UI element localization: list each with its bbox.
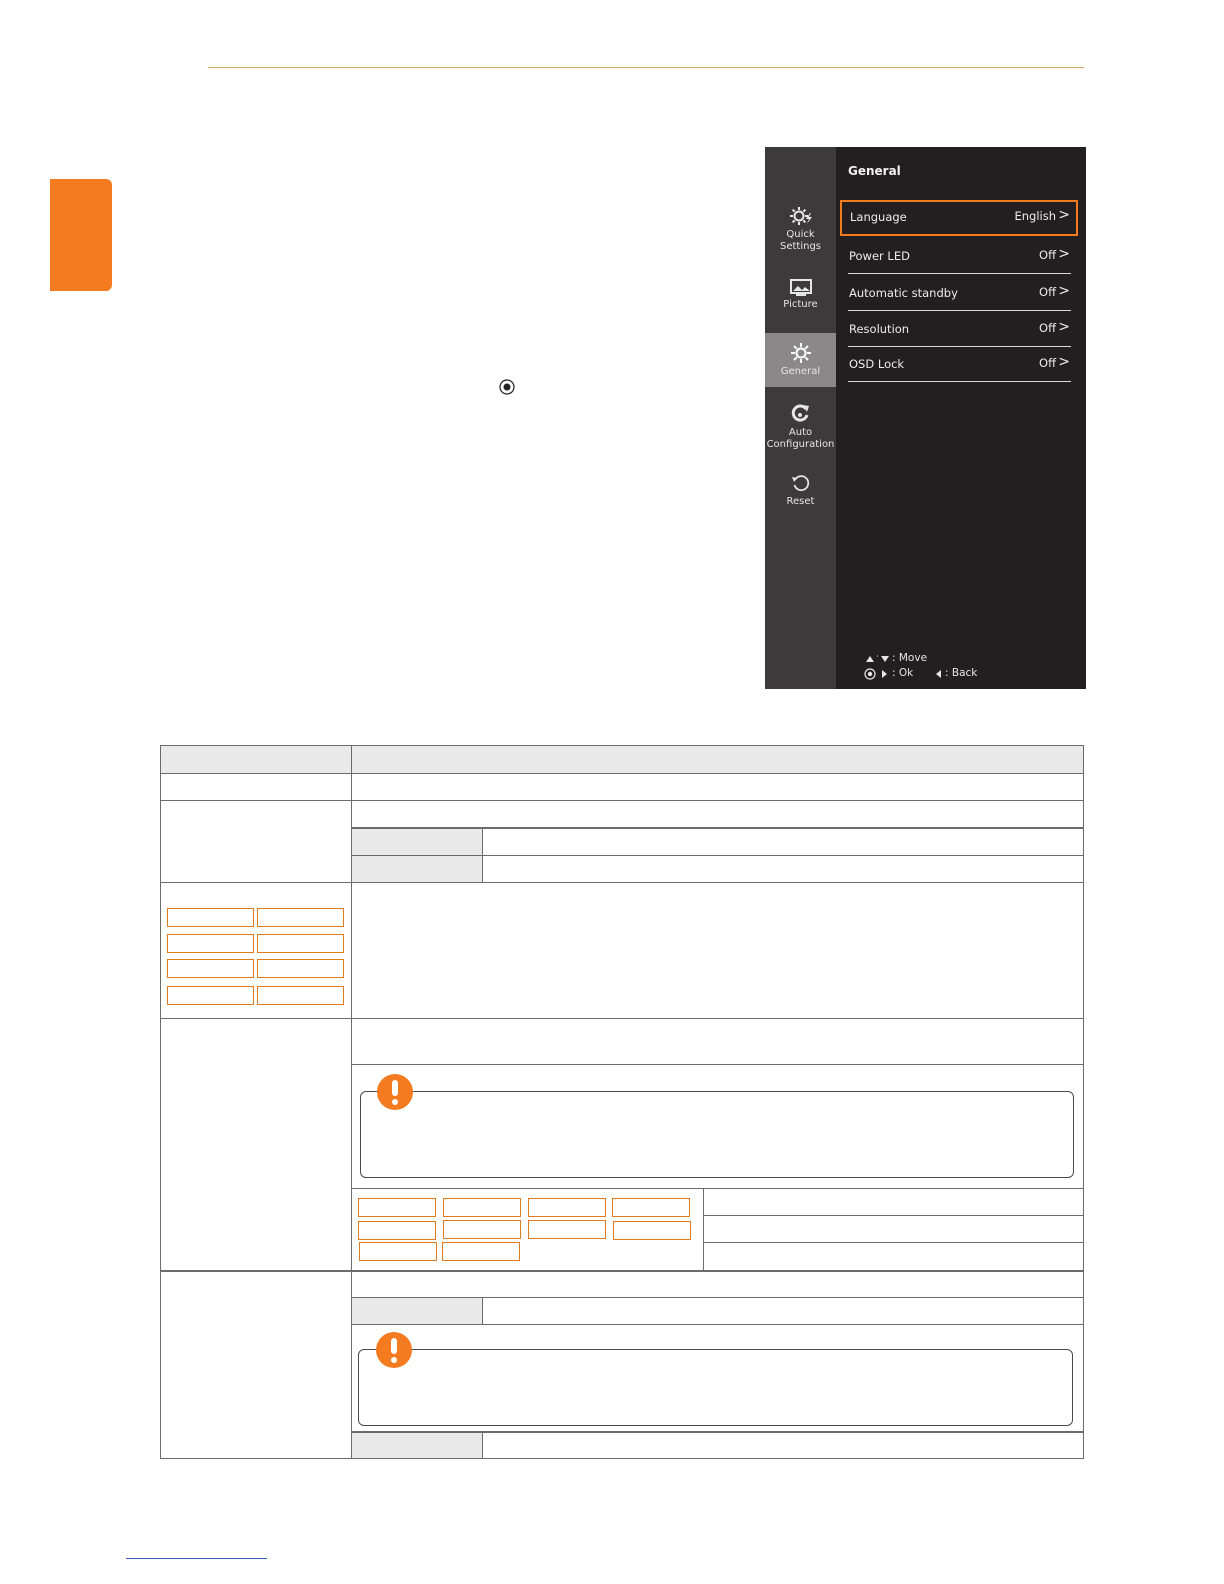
language-option-box xyxy=(257,986,344,1005)
osd-menu-screenshot xyxy=(765,147,1086,689)
row-divider xyxy=(352,1188,1083,1189)
osd-menu-label: Configuration xyxy=(766,439,835,450)
row-divider xyxy=(352,1064,1083,1065)
osd-row-label: Automatic standby xyxy=(849,286,958,300)
chevron-right-icon: > xyxy=(1058,283,1070,299)
osd-row-automatic-standby[interactable] xyxy=(848,275,1071,311)
sub-column-divider xyxy=(703,1188,704,1270)
table-header-row xyxy=(161,746,1083,773)
chevron-right-icon: > xyxy=(1058,246,1070,262)
sub-column-divider xyxy=(482,1433,483,1458)
osd-row-value: Off xyxy=(1039,321,1056,335)
reset-icon xyxy=(789,472,813,494)
chapter-tab xyxy=(50,179,112,291)
language-option-box xyxy=(167,986,254,1005)
osd-side-menu xyxy=(765,147,836,689)
language-option-box xyxy=(167,934,254,953)
language-option-box xyxy=(167,959,254,978)
osd-menu-picture[interactable] xyxy=(765,279,836,315)
osd-row-value: Off xyxy=(1039,285,1056,299)
row-divider xyxy=(352,1324,1083,1325)
osd-row-value: Off xyxy=(1039,248,1056,262)
language-option-box xyxy=(167,908,254,927)
osd-menu-label: General xyxy=(780,366,821,377)
back-arrow-icon xyxy=(935,669,943,679)
osd-row-value: Off xyxy=(1039,356,1056,370)
option-box xyxy=(612,1198,690,1217)
up-down-arrows-icon xyxy=(865,655,893,663)
joystick-button-icon xyxy=(499,379,515,395)
language-option-box xyxy=(257,959,344,978)
osd-row-label: Resolution xyxy=(849,322,910,336)
quick-settings-icon xyxy=(788,205,814,227)
option-box xyxy=(528,1198,606,1217)
osd-row-label: Power LED xyxy=(849,249,910,263)
option-box xyxy=(358,1221,436,1240)
row-divider xyxy=(161,773,1083,774)
hint-move: : Move xyxy=(892,652,928,664)
osd-menu-reset[interactable] xyxy=(765,472,836,512)
row-divider xyxy=(704,1242,1083,1243)
caution-icon xyxy=(377,1074,413,1110)
option-box xyxy=(613,1221,691,1240)
language-option-box xyxy=(257,934,344,953)
osd-row-label: OSD Lock xyxy=(849,357,905,371)
osd-row-osd-lock[interactable] xyxy=(848,346,1071,382)
osd-menu-label: Quick xyxy=(786,229,815,240)
general-gear-icon xyxy=(789,342,813,364)
sub-label-cell xyxy=(352,856,482,882)
row-divider xyxy=(704,1215,1083,1216)
note-box xyxy=(360,1091,1074,1178)
row-divider xyxy=(161,800,1083,801)
picture-icon xyxy=(789,279,813,297)
sub-label-cell xyxy=(352,829,482,855)
sub-label-cell xyxy=(352,1298,482,1324)
header-rule xyxy=(208,67,1084,68)
osd-menu-label: Picture xyxy=(783,299,818,310)
chevron-right-icon: > xyxy=(1058,207,1070,223)
osd-menu-label: Auto xyxy=(788,427,813,438)
option-box xyxy=(358,1198,436,1217)
footer-link-underline xyxy=(126,1558,267,1559)
auto-configuration-icon xyxy=(789,403,813,425)
ok-joystick-icon xyxy=(864,668,890,680)
option-box xyxy=(442,1242,520,1261)
osd-row-power-led[interactable] xyxy=(848,238,1071,274)
osd-row-language[interactable] xyxy=(840,200,1078,236)
osd-menu-quick-settings[interactable] xyxy=(765,205,836,253)
hint-back: : Back xyxy=(945,667,978,679)
chevron-right-icon: > xyxy=(1058,354,1070,370)
osd-panel-title: General xyxy=(848,164,901,178)
chevron-right-icon: > xyxy=(1058,319,1070,335)
osd-menu-label: Reset xyxy=(786,496,815,507)
note-box xyxy=(358,1349,1073,1426)
osd-row-label: Language xyxy=(850,210,907,224)
sub-label-cell xyxy=(352,1433,482,1458)
osd-row-divider xyxy=(848,273,1071,274)
language-option-box xyxy=(257,908,344,927)
row-divider xyxy=(161,1018,1083,1019)
option-box xyxy=(359,1242,437,1261)
caution-icon xyxy=(376,1332,412,1368)
osd-row-value: English xyxy=(1014,209,1056,223)
osd-menu-auto-configuration[interactable] xyxy=(765,403,836,453)
hint-ok: : Ok xyxy=(892,667,914,679)
sub-column-divider xyxy=(482,1298,483,1324)
settings-table xyxy=(160,745,1084,1459)
row-divider xyxy=(161,882,1083,883)
osd-menu-label: Settings xyxy=(779,241,821,252)
option-box xyxy=(528,1220,606,1239)
osd-menu-general[interactable] xyxy=(765,333,836,387)
option-box xyxy=(443,1220,521,1239)
row-divider xyxy=(161,1270,1083,1272)
option-box xyxy=(443,1198,521,1217)
osd-row-resolution[interactable] xyxy=(848,311,1071,347)
osd-row-divider xyxy=(848,381,1071,382)
